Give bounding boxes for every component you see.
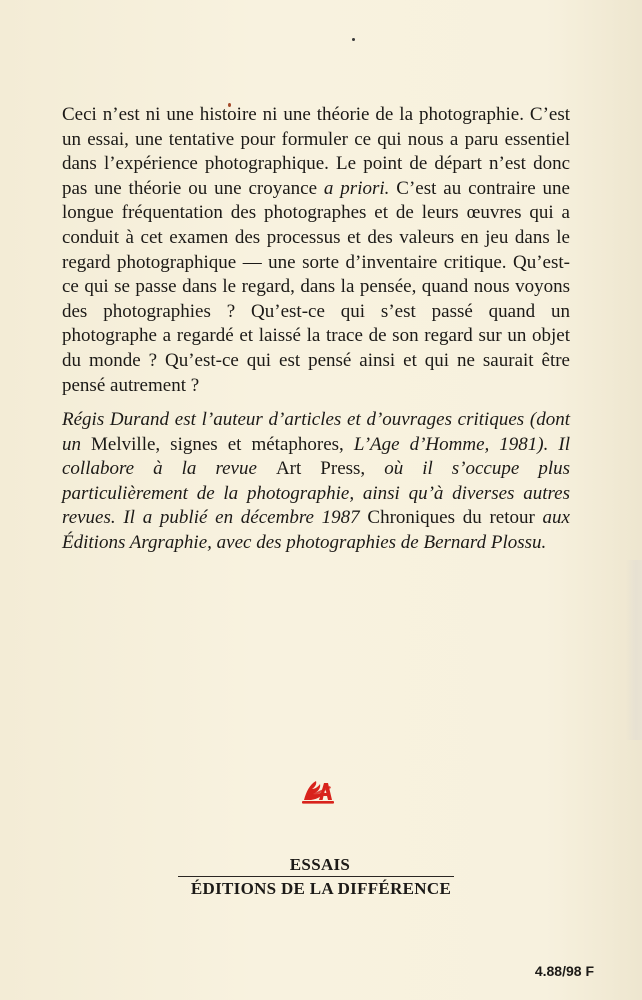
- book-title-chroniques: Chroniques du retour: [367, 507, 535, 529]
- book-description: [62, 103, 570, 398]
- divider-rule: [178, 876, 454, 877]
- price-code: 4.88/98 F: [534, 963, 594, 979]
- author-bio-text: aux Éditions Argraphie, avec des photographies de Bernard Plossu.: [62, 507, 570, 553]
- print-speck: [352, 38, 355, 41]
- description-text-start: Ceci n’est ni une histoire ni une théorie de la photographie. C’est un essai, une tentative pour formuler ce qui nous a paru essentiel dans l’expérience photographique. Le point de départ n’est donc pas une théorie ou une croyance: [62, 104, 570, 199]
- author-biography: [62, 408, 570, 556]
- journal-title-art-press: Art Press,: [275, 458, 366, 480]
- author-bio-text: L’Age d’Homme, 1981). Il collabore à la revue: [62, 433, 570, 480]
- book-title-melville: Melville, signes et métaphores,: [91, 433, 344, 455]
- publisher-monogram-icon: [300, 778, 336, 806]
- author-bio-text: où il s’occupe plus particulièrement de la photographie, ainsi qu’à diverses autres revues. Il a publié en décembre 1987: [62, 458, 570, 529]
- author-bio-text: Régis Durand est l’auteur d’articles et d’ouvrages critiques (dont un: [62, 409, 570, 455]
- worn-page-edge: [626, 560, 642, 740]
- series-name: ESSAIS: [289, 855, 351, 874]
- description-italic-term: a priori.: [323, 177, 390, 199]
- description-paragraph: [62, 103, 570, 398]
- publisher-name: ÉDITIONS DE LA DIFFÉRENCE: [190, 879, 452, 898]
- description-text-end: C’est au contraire une longue fréquentation des photographes et de leurs œuvres qui a conduit à cet examen des processus et des valeurs en jeu dans le regard photographique — une sorte d’inventaire critique. Qu’est-ce qui se passe dans le regard, dans la pensée, quand nous voyons des photographies ? Qu’est-ce qui s’est passé quand un photographe a regardé et laissé la trace de son regard sur un objet du monde ? Qu’est-ce qui est pensé ainsi et qui ne saurait être pensé autrement ?: [62, 177, 570, 396]
